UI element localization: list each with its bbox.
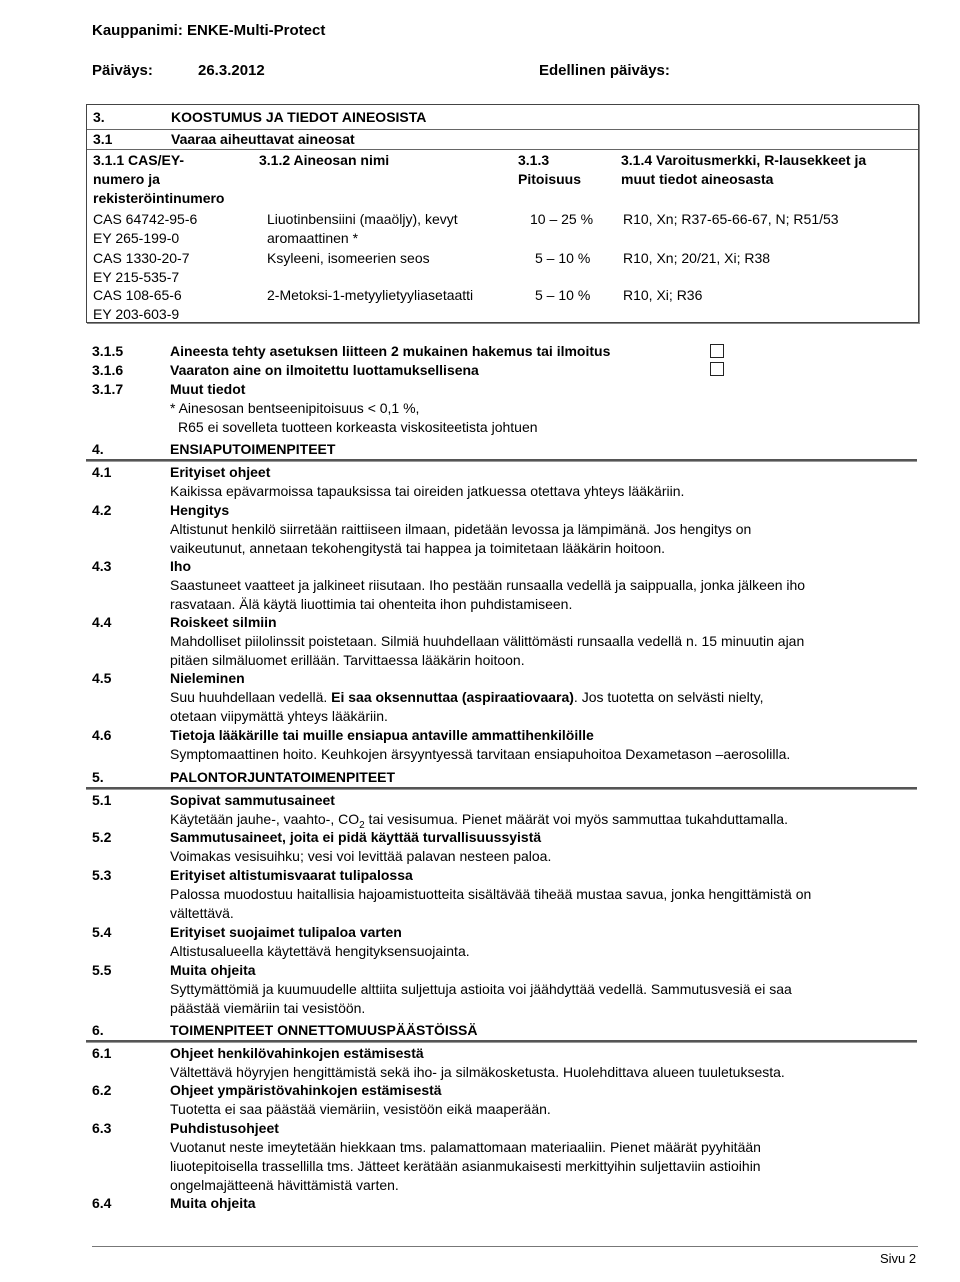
s317-number: 3.1.7 [92, 381, 124, 397]
row-1-cas: CAS 64742-95-6 [93, 211, 198, 227]
s317-line-1: * Ainesosan bentseenipitoisuus < 0,1 %, [170, 400, 420, 416]
s51-subscript: 2 [359, 819, 365, 831]
row-2-warnings: R10, Xn; 20/21, Xi; R38 [623, 250, 771, 266]
s46-line-1: Symptomaattinen hoito. Keuhkojen ärsyyntyessä tarvitaan ensiapuhoitoa Dexametason –aerosolilla. [170, 746, 791, 762]
s316-text: Vaaraton aine on ilmoitettu luottamuksellisena [170, 362, 479, 378]
row-1-warnings: R10, Xn; R37-65-66-67, N; R51/53 [623, 211, 839, 227]
s51-line-b: tai vesisumua. Pienet määrät voi myös sammuttaa tukahduttamalla. [364, 811, 788, 827]
col-conc-header-2: Pitoisuus [518, 171, 582, 187]
row-2-concentration: 5 – 10 % [535, 250, 591, 266]
section-5-number: 5. [92, 769, 104, 785]
s46-number: 4.6 [92, 727, 112, 743]
s43-line-2: rasvataan. Älä käytä liuottimia tai ohenteita ihon puhdistamiseen. [170, 596, 573, 612]
s43-number: 4.3 [92, 558, 112, 574]
section-6-rule [86, 1040, 917, 1042]
section-5-title: PALONTORJUNTATOIMENPITEET [170, 769, 396, 785]
s54-line-1: Altistusalueella käytettävä hengityksensuojainta. [170, 943, 470, 959]
s55-line-2: päästää viemäriin tai vesistöön. [170, 1000, 366, 1016]
row-3-concentration: 5 – 10 % [535, 287, 591, 303]
s317-text: Muut tiedot [170, 381, 246, 397]
row-1-ey: EY 265-199-0 [93, 230, 180, 246]
s53-line-2: vältettävä. [170, 905, 234, 921]
s55-number: 5.5 [92, 962, 112, 978]
s42-number: 4.2 [92, 502, 112, 518]
s51-title: Sopivat sammutusaineet [170, 792, 335, 808]
date-label: Päiväys: [92, 62, 153, 79]
section-4-number: 4. [92, 441, 104, 457]
s43-line-1: Saastuneet vaatteet ja jalkineet riisutaan. Iho pestään runsaalla vedellä ja saippualla, jonka jälkeen iho [170, 577, 806, 593]
row-2-cas: CAS 1330-20-7 [93, 250, 190, 266]
s315-checkbox[interactable] [710, 344, 724, 358]
section-5-rule [86, 787, 917, 789]
composition-table [86, 104, 919, 323]
s45-line-1-a: Suu huuhdellaan vedellä. [170, 689, 332, 705]
section-4-title: ENSIAPUTOIMENPITEET [170, 441, 336, 457]
s45-line-2: otetaan viipymättä yhteys lääkäriin. [170, 708, 388, 724]
s54-title: Erityiset suojaimet tulipaloa varten [170, 924, 402, 940]
col-conc-header-1: 3.1.3 [518, 152, 550, 168]
s61-number: 6.1 [92, 1045, 112, 1061]
section-3-title: KOOSTUMUS JA TIEDOT AINEOSISTA [171, 109, 427, 125]
s315-text: Aineesta tehty asetuksen liitteen 2 mukainen hakemus tai ilmoitus [170, 343, 611, 359]
section-6-heading [92, 1022, 478, 1039]
s64-title: Muita ohjeita [170, 1195, 256, 1211]
col-warn-header-1: 3.1.4 Varoitusmerkki, R-lausekkeet ja [621, 152, 867, 168]
s45-line-1 [170, 688, 764, 707]
section-6-title: TOIMENPITEET ONNETTOMUUSPÄÄSTÖISSÄ [170, 1022, 478, 1038]
s317-line-2: R65 ei sovelleta tuotteen korkeasta viskositeetista johtuen [178, 419, 538, 435]
section-6-number: 6. [92, 1022, 104, 1038]
s63-number: 6.3 [92, 1120, 112, 1136]
s53-line-1: Palossa muodostuu haitallisia hajoamistuotteita sisältävää tiheää mustaa savua, jonka hengittämistä on [170, 886, 812, 902]
section-5-heading [92, 769, 395, 786]
row-1-concentration: 10 – 25 % [530, 211, 594, 227]
s64-number: 6.4 [92, 1195, 112, 1211]
row-2-name: Ksyleeni, isomeerien seos [267, 250, 430, 266]
s42-line-1: Altistunut henkilö siirretään raittiiseen ilmaan, pidetään levossa ja lämpimänä. Jos hengitys on [170, 521, 752, 537]
section-4-rule [86, 459, 917, 461]
s51-line-a: Käytetään jauhe-, vaahto-, CO [170, 811, 360, 827]
s315-number: 3.1.5 [92, 343, 124, 359]
s51-number: 5.1 [92, 792, 112, 808]
row-1-name: Liuotinbensiini (maaöljy), kevyt [267, 211, 458, 227]
s63-line-3: ongelmajätteenä hävittämistä varten. [170, 1177, 399, 1193]
s52-title: Sammutusaineet, joita ei pidä käyttää turvallisuussyistä [170, 829, 542, 845]
s61-title: Ohjeet henkilövahinkojen estämisestä [170, 1045, 424, 1061]
trade-name: Kauppanimi: ENKE-Multi-Protect [92, 22, 326, 39]
s45-line-1-c: . Jos tuotetta on selvästi nielty, [573, 689, 764, 705]
s41-line-1: Kaikissa epävarmoissa tapauksissa tai oireiden jatkuessa otettava yhteys lääkäriin. [170, 483, 685, 499]
s53-title: Erityiset altistumisvaarat tulipalossa [170, 867, 413, 883]
col-cas-header-1: 3.1.1 CAS/EY- [93, 152, 185, 168]
s62-line-1: Tuotetta ei saa päästää viemäriin, vesistöön eikä maaperään. [170, 1101, 551, 1117]
col-cas-header-3: rekisteröintinumero [93, 190, 225, 206]
col-cas-header-2: numero ja [93, 171, 160, 187]
row-3-ey: EY 203-603-9 [93, 306, 180, 322]
s44-number: 4.4 [92, 614, 112, 630]
page-number: Sivu 2 [880, 1251, 917, 1266]
section-3-number: 3. [93, 109, 105, 125]
s42-line-2: vaikeutunut, annetaan tekohengitystä tai happea ja toimitetaan lääkärin hoitoon. [170, 540, 666, 556]
s46-title: Tietoja lääkärille tai muille ensiapua antaville ammattihenkilöille [170, 727, 594, 743]
s44-line-1: Mahdolliset piilolinssit poistetaan. Silmiä huuhdellaan välittömästi runsaalla vedellä n. 15 minuutin ajan [170, 633, 805, 649]
s53-number: 5.3 [92, 867, 112, 883]
previous-date-label: Edellinen päiväys: [539, 62, 670, 79]
s43-title: Iho [170, 558, 191, 574]
subsection-3-1-number: 3.1 [93, 131, 113, 147]
row-3-name: 2-Metoksi-1-metyylietyyliasetaatti [267, 287, 474, 303]
row-2-ey: EY 215-535-7 [93, 269, 180, 285]
date-value: 26.3.2012 [198, 62, 265, 79]
row-3-cas: CAS 108-65-6 [93, 287, 182, 303]
s63-line-2: liuotepitoisella trassellilla tms. Jätteet kerätään asianmukaisesti merkittyihin suljettaviin astioihin [170, 1158, 761, 1174]
col-name-header: 3.1.2 Aineosan nimi [259, 152, 390, 168]
s316-checkbox[interactable] [710, 362, 724, 376]
col-warn-header-2: muut tiedot aineosasta [621, 171, 774, 187]
s316-number: 3.1.6 [92, 362, 124, 378]
s63-title: Puhdistusohjeet [170, 1120, 279, 1136]
s45-number: 4.5 [92, 670, 112, 686]
footer-rule [92, 1246, 918, 1247]
s55-line-1: Syttymättömiä ja kuumuudelle alttiita suljettuja astioita voi jäähdyttää vedellä. Sammutusvesiä ei saa [170, 981, 792, 997]
s55-title: Muita ohjeita [170, 962, 256, 978]
s54-number: 5.4 [92, 924, 112, 940]
s45-line-1-bold: Ei saa oksennuttaa (aspiraatiovaara) [331, 689, 574, 705]
s62-title: Ohjeet ympäristövahinkojen estämisestä [170, 1082, 442, 1098]
s44-line-2: pitäen silmäluomet erillään. Tarvittaessa lääkärin hoitoon. [170, 652, 525, 668]
s41-title: Erityiset ohjeet [170, 464, 271, 480]
s42-title: Hengitys [170, 502, 230, 518]
s44-title: Roiskeet silmiin [170, 614, 277, 630]
s62-number: 6.2 [92, 1082, 112, 1098]
section-4-heading [92, 441, 335, 458]
s52-line-1: Voimakas vesisuihku; vesi voi levittää palavan nesteen paloa. [170, 848, 552, 864]
row-1-name-cont: aromaattinen * [267, 230, 359, 246]
subsection-3-1-title: Vaaraa aiheuttavat aineosat [171, 131, 355, 147]
s52-number: 5.2 [92, 829, 112, 845]
s41-number: 4.1 [92, 464, 112, 480]
s63-line-1: Vuotanut neste imeytetään hiekkaan tms. palamattomaan materiaaliin. Pienet määrät pyyhitään [170, 1139, 761, 1155]
s45-title: Nieleminen [170, 670, 245, 686]
s61-line-1: Vältettävä höyryjen hengittämistä sekä iho- ja silmäkosketusta. Huolehdittava alueen tuuletuksesta. [170, 1064, 785, 1080]
row-3-warnings: R10, Xi; R36 [623, 287, 703, 303]
